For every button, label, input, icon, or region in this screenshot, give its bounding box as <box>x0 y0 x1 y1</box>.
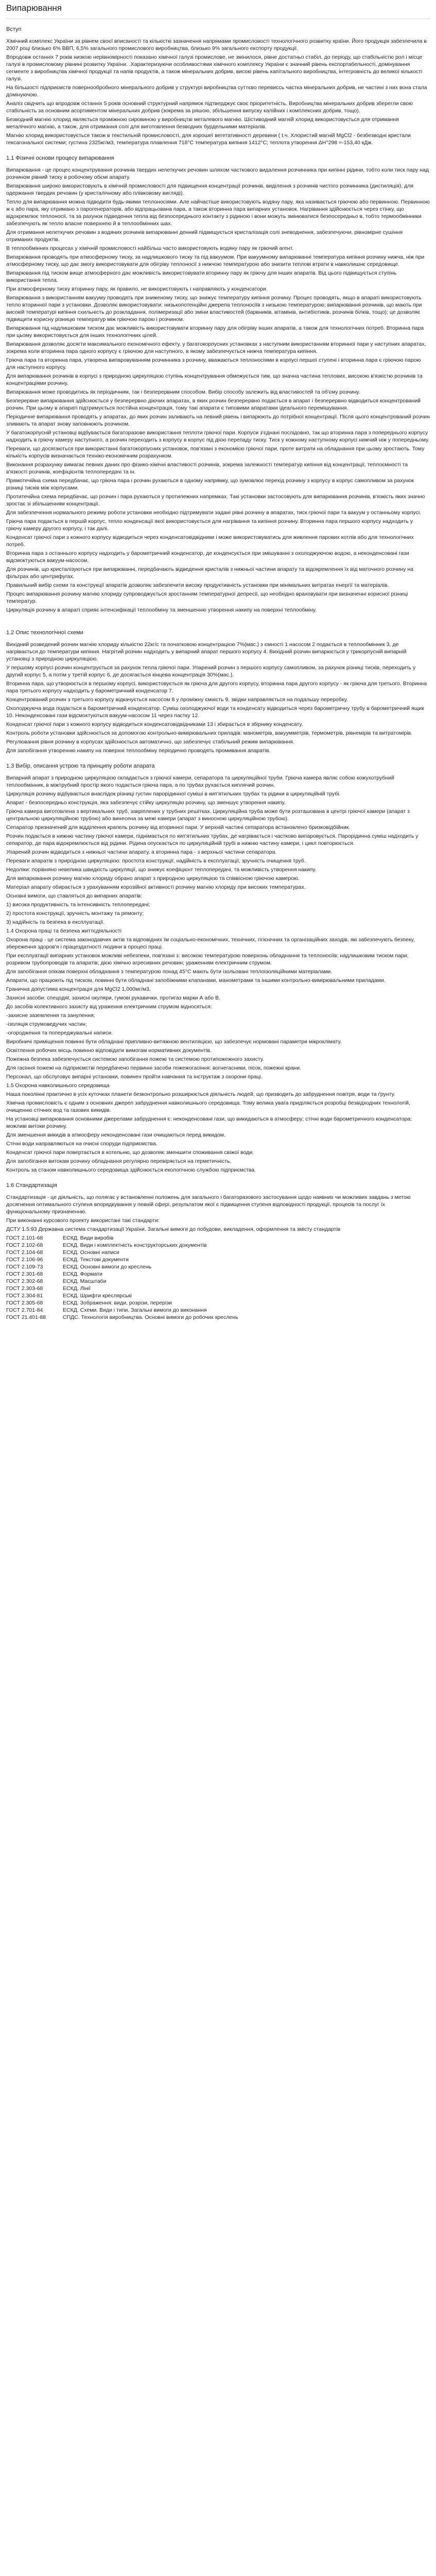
standard-name: ЕСКД. Види і комплектність конструкторських документів <box>63 1242 207 1248</box>
paragraph: Прямотечійна схема передбачає, що гріюча пара і розчин рухаються в одному напрямку, що зумовлює перехід розчину з корпусу в корпус самопливом за рахунок різниці тисків між корпусами. <box>6 478 414 491</box>
paragraph: Матеріал апарату обирається з урахуванням корозійної активності розчину магнію хлориду при високих температурах. <box>6 884 306 890</box>
section-3-body <box>6 774 430 935</box>
standard-code: ГОСТ 21.401-88 <box>6 1314 46 1320</box>
standard-row <box>6 1263 430 1270</box>
standard-name: СПДС. Технологія виробництва. Основні вимоги до робочих креслень <box>63 1314 238 1320</box>
paragraph: Хімічна промисловість є одним з основних джерел забруднення навколишнього середовища. Тому велика увага приділяється розробці безвідходних технологій, очищенню стічних вод та газових викидів. <box>6 1100 410 1113</box>
paragraph: На більшості підприємств повернообробного мінерального добрив у структурі виробництва суттєво перевиссь частка мінеральних добрив, не частині з них вона стала домінуючою. <box>6 84 427 98</box>
paragraph: До засобів колективного захисту від ураження електричним струмом відносяться: <box>6 1004 212 1010</box>
paragraph: Періодичне випарювання проводять у апаратах, до яких розчин заливають на певний рівень і випарюють до потрібної концентрації. Після цього концентрований розчин зливають та апарат знову заповнюють розчином. <box>6 414 430 427</box>
paragraph: Для зменшення викидів в атмосферу неконденсовані гази очищаються перед викидом. <box>6 1132 225 1138</box>
section-2-body <box>6 641 430 754</box>
standard-name: ЕСКД. Види виробів <box>63 1235 114 1241</box>
paragraph: Пожежна безпека забезпечується системою запобігання пожежі та системою протипожежного захисту. <box>6 1056 264 1062</box>
paragraph: Конденсат гріючої пари з кожного корпусу відводиться через конденсатовідвідники і може використовуватись для живлення парових котлів або для технологічних потреб. <box>6 534 414 548</box>
paragraph: Контроль роботи установки здійснюється за допомогою контрольно-вимірювальних приладів: манометрів, вакуумметрів, термометрів, рівнемірів та витратомірів. <box>6 730 413 736</box>
paragraph: Охорона праці - це система законодавчих актів та відповідних їм соціально-економічних, технічних, гігієнічних та організаційних заходів, які забезпечують безпеку, збереження здоров'я і працездатності людини в процесі праці. <box>6 937 415 950</box>
paragraph: Для випарювання розчинів в корпусі з природною циркуляцією ступінь концентрування обмежується тим, що значна частина теплових, високою в'язкістю розчинів та концентраціями розчину. <box>6 373 423 386</box>
standard-row <box>6 1249 430 1256</box>
standard-row <box>6 1234 430 1242</box>
standard-name: ЕСКД. Основні вимоги до креслень <box>63 1264 152 1270</box>
paragraph: 1) висока продуктивність та інтенсивність теплопередачі; <box>6 902 150 908</box>
standard-name: ЕСКД. Текстові документи <box>63 1257 129 1263</box>
paragraph: Безперервне випарювання здійснюється у безперервно діючих апаратах, в яких розчин безперервно подається в апарат і безперервно відводиться концентрований розчин. При цьому в апараті підтримується постійна концентрація, тому такі апарати є типовими апаратами ідеального перемішування. <box>6 398 421 411</box>
paragraph: Для гасіння пожежі на підприємстві передбачено первинні засоби пожежогасіння: вогнегасники, пісок, пожежні крани. <box>6 1065 302 1071</box>
paragraph: Процес випарювання розчину магнію хлориду супроводжується зростанням температурної депресії, що необхідно враховувати при визначенні корисної різниці температур. <box>6 591 408 604</box>
document-title: Випарювання <box>6 3 62 13</box>
paragraph: Апарати, що працюють під тиском, повинні бути обладнані запобіжними клапанами, манометрами та іншими контрольно-вимірювальними приладами. <box>6 977 386 984</box>
paragraph: Переваги апаратів з природною циркуляцією: простота конструкції, надійність в експлуатації, зручність очищення труб. <box>6 858 306 864</box>
standard-row <box>6 1242 430 1249</box>
standard-code: ГОСТ 2.104-68 <box>6 1249 43 1256</box>
paragraph: Переваги, що досягаються при використанні багатокорпусних установок, пов'язані з економією гріючої пари, проте витрати на обладнання при цьому зростають. Тому кількість корпусів визначається техніко-економічним розрахунком. <box>6 446 425 459</box>
paragraph: Для запобігання опікам поверхні обладнання з температурою понад 45°С мають бути ізольовані теплоізоляційними матеріалами. <box>6 969 333 975</box>
section-6-intro <box>6 1194 430 1224</box>
paragraph: Циркуляція розчину відбувається внаслідок різниці густин парорідинної суміші в кип'ятильних трубах та рідини в циркуляційній трубі. <box>6 791 341 797</box>
section-1-extra <box>6 397 430 614</box>
standard-code: ГОСТ 2.305-68 <box>6 1300 43 1306</box>
paragraph: Охолоджуюча вода подається в барометричний конденсатор. Суміш охолоджуючої води та конденсату відводиться через барометричну трубу в барометричний ящик 10. Неконденсовані гази відсмоктуються вакуум-насосом 11 через пастку 12. <box>6 705 424 719</box>
paragraph: Розчин подається в нижню частину гріючої камери, піднімається по кип'ятильних трубах, де нагрівається і частково випаровується. Парорідинна суміш надходить у сепаратор, де пара відокремлюється від рідини. Рідина опускається по циркуляційній трубі в нижню частину камери, і цикл повторюється. <box>6 833 418 846</box>
standard-code: ГОСТ 2.301-68 <box>6 1271 43 1277</box>
paragraph: У багатокорпусній установці відбувається багаторазове використання теплоти гріючої пари. Корпуси з'єднані послідовно, так що вторинна пара з попереднього корпусу надходить в гріючу камеру наступного, а розчин переходить з корпусу в корпус під дією перепаду тиску. Тиск у кожному наступному корпусі нижчий ніж у попередньому. <box>6 430 430 443</box>
paragraph: Наша поколінні практично в усіх куточках планети безконтрольно розширюється діяльність людей, що призводить до забруднення повітря, води та ґрунту. <box>6 1091 395 1097</box>
paragraph: Персонал, що обслуговує випарні установки, повинен пройти навчання та інструктаж з охорони праці. <box>6 1074 263 1080</box>
paragraph: В теплообмінних процесах у хімічній промисловості найбільш часто використовують водяну пару як гріючий агент. <box>6 245 294 251</box>
paragraph: Випарний апарат з природною циркуляцією складається з гріючої камери, сепаратора та циркуляційної труби. Гріюча камера являє собою кожухотрубний теплообмінник, в міжтрубний простір якого подається гріюча пара, а по трубах рухається киплячий розчин. <box>6 775 394 788</box>
section-4-body <box>6 936 430 1089</box>
standard-code: ГОСТ 2.101-68 <box>6 1235 43 1241</box>
paragraph: 1.5 Охорона навколишнього середовища <box>6 1082 110 1089</box>
standard-name: ЕСКД. Схеми. Види і типи. Загальні вимоги до виконання <box>63 1307 207 1313</box>
paragraph: Вторинна пара, що утворюється в першому корпусі, використовується як гріюча для другого корпусу, вторинна пара другого корпусу - як гріюча для третього. Вторинна пара третього корпусу надходить у барометричний конденсатор 7. <box>6 681 427 694</box>
paragraph: Тепло для випарювання можна підводити будь-якими теплоносіями. Але найчастіше використовують водяну пару, яка називається гріючою або первинною. Первинною ж є або пара, яку отримано з парогенераторів, або відпрацьована пара, а також вторинна пара випарних установок. Нагрівання здійснюється через стінку, що відокремлює теплоносії, та за рахунок підведення тепла від безпосереднього контакту з рідиною і вони можуть змінюватися безпосередньо в, тобто термообмінники забезпечують як тепло власне поверхнею й в теплообмінних шах. <box>6 199 430 227</box>
paragraph: Випарювання дозволяє досягти максимального економічного ефекту, у багатокорпусних установках з наступним використанням вторинної пари у наступних апаратах, зокрема коли вторинна пара одного корпусу є гріючою для наступного, в якому забезпечується нижча температура кипіння. <box>6 341 426 354</box>
paragraph: 2) простота конструкції, зручність монтажу та ремонту; <box>6 910 144 917</box>
paragraph: Випарювання - це процес концентрування розчинів твердих нелеткучих речовин шляхом часткового видалення розчинника при кипінні рідини, тобто коли тиск пару над розчином рівний тиску в робочому обємі апарату. <box>6 167 429 180</box>
paragraph: Випарювання під тиском вище атмосферного дає можливість використовувати вторинну пару як гріючу для інших апаратів. Від цього підвищується ступінь використання тепла. <box>6 270 397 283</box>
paragraph: Стандартизація - це діяльність, що полягає у встановленні положень для загального і багаторазового застосування щодо наявних чи можливих завдань з метою досягнення оптимального ступеня впорядкування у певній сфері, результатом якої є підвищення ступеня відповідності продукції, процесів та послуг їх функціональному призначенню. <box>6 1194 411 1215</box>
standard-code: ГОСТ 2.109-73 <box>6 1264 43 1270</box>
paragraph: Для випарювання розчину магнію хлориду обрано апарат з природною циркуляцією та співвісною гріючою камерою. <box>6 875 300 882</box>
paragraph: -захисне заземлення та занулення; <box>6 1012 95 1019</box>
section-3-heading: 1.3 Вибір, описання устрою та принципу роботи апарата <box>6 763 155 769</box>
paragraph: Гранична допустима концентрація для MgCl2 1,000мг/м3. <box>6 986 151 992</box>
paragraph: На установці випарювання основними джерелами забруднення є: неконденсовані гази, що викидаються в атмосферу; стічні води барометричного конденсатора; можливі витоки розчину. <box>6 1116 412 1129</box>
paragraph: При атмосферному тиску вторинну пару, як правило, не використовують і направляють у конденсатори. <box>6 286 268 292</box>
paragraph: При виконанні курсового проекту використані такі стандарти: <box>6 1217 160 1224</box>
paragraph: Виробничі приміщення повинні бути обладнані припливно-витяжною вентиляцією, що забезпечує нормовані параметри мікроклімату. <box>6 1039 342 1045</box>
standard-row <box>6 1270 430 1278</box>
standard-name: ЕСКД. Формати <box>63 1271 102 1277</box>
standard-code: ГОСТ 2.102-68 <box>6 1242 43 1248</box>
paragraph: Для отримання нелеткучих речовин з водяних розчинів випарюванні денний підвищується кристалізація солі зневоднення, забезпечуючи, рівномірне сушіння отриманих продуктів. <box>6 229 403 243</box>
standard-row <box>6 1314 430 1321</box>
paragraph: Для розчинів, що кристалізуються при випарюванні, передбачають відведення кристалів з нижньої частини апарату та відокремлення їх від маточного розчину на фільтрах або центрифугах. <box>6 566 413 580</box>
standard-code: ГОСТ 2.302-68 <box>6 1278 43 1284</box>
paragraph: -огородження та попереджувальні написи. <box>6 1030 113 1036</box>
paragraph: Протитечійна схема передбачає, що розчин і пара рухаються у протилежних напрямках. Такі установки застосовують для випарювання розчинів, в'язкість яких значно зростає зі збільшенням концентрації. <box>6 494 425 507</box>
paragraph: Недоліки: порівняно невелика швидкість циркуляції, що знижує коефіцієнт теплопередачі, та можливість утворення накипу. <box>6 867 317 873</box>
paragraph: Циркуляція розчину в апараті сприяє інтенсифікації теплообміну та зменшенню утворення накипу на поверхні теплообміну. <box>6 607 317 613</box>
standards-list <box>6 1234 430 1321</box>
paragraph: Випарювання широко використовують в хімічній промисловості для підвищення концентрації розчинів, виділення з розчинів чистого розчинника (дистиляція), для одержання твердих речовин (у кристалічному або плівковому вигляді). <box>6 183 414 196</box>
paragraph: Концентрований розчин з третього корпусу відкачується насосом 8 у проміжну ємність 9, звідки направляється на подальшу переробку. <box>6 697 348 703</box>
section-1-heading: 1.1 Фізичні основи процесу випарювання <box>6 155 114 161</box>
paragraph: Апарат - безпосередньо конструкція, яка забезпечує стійку циркуляцію розчину, що зменшує утворення накипу. <box>6 800 286 806</box>
paragraph: Випарювання може проводитись як періодичним, так і безперервним способом. Вибір способу залежить від властивостей та об'єму розчину. <box>6 389 360 395</box>
paragraph: Правильний вибір схеми та конструкції апаратів дозволяє забезпечити високу продуктивність установки при мінімальних витратах енергії та матеріалів. <box>6 582 389 588</box>
standard-code: ГОСТ 2.106-96 <box>6 1257 43 1263</box>
paragraph: Виконання розрахунку вимагає певних даних про фізико-хімічні властивості розчинів, зокрема залежності температур кипіння від концентрації, теплоємності та в'язкості розчинів, коефіцієнтів теплопередачі та ін. <box>6 462 408 475</box>
standard-name: ЕСКД. Основні написи <box>63 1249 119 1256</box>
paragraph: Гріюча камера виготовлена з вертикальних труб, закріплених у трубних решітках. Циркуляційна труба може бути розташована в центрі гріючої камери (апарат з центральною циркуляційною трубою) або винесена за межі камери (апарат з виносною циркуляційною трубою). <box>6 808 410 822</box>
paragraph: Сепаратор призначений для відділення крапель розчину від вторинної пари. У верхній частині сепаратора встановлено бризковідбійник. <box>6 824 351 831</box>
standard-code: ГОСТ 2.303-68 <box>6 1285 43 1292</box>
standard-row <box>6 1278 430 1285</box>
paragraph: У першому корпусі розчин концентрується за рахунок тепла гріючої пари. Упарений розчин з першого корпусу самопливом, за рахунок різниці тисків, переходить у другий корпус 5, а потім у третій корпус 6, де досягається кінцева концентрація 30%(мас.). <box>6 665 416 678</box>
standard-name: ЕСКД. Лінії <box>63 1285 91 1292</box>
paragraph: Контроль за станом навколишнього середовища здійснюється екологічною службою підприємства. <box>6 1167 256 1173</box>
paragraph: Для запобігання витокам розчину обладнання регулярно перевіряється на герметичність. <box>6 1158 232 1164</box>
paragraph: 3) надійність та безпека в експлуатації. <box>6 919 105 925</box>
standard-row <box>6 1299 430 1307</box>
paragraph: Впродовж останніх 7 років низкою нерівномірності показано хімічної галузі промислове, не змінилося, рівне достатньо стабіл, до періоду, що стабільністю рол і місце галузі в промисловому рівнині розвитку України. .Характеризуючи особливостями хімічного комплексу України є значний рівень експортабельності, домінування сегменте з виробництва хімічної продукції та напів продуктів, а також мінеральних добрив, високі рівень капітального виробництва, інтегровність до великої кількості галузі. <box>6 54 423 82</box>
intro-body <box>6 38 430 146</box>
paragraph: Аналіз свідчить що впродовж останніх 5 років основний структурний напрямок підтверджує своє пріоритетність. Виробництва мінеральних добрив зберегли свою стабільність за основним асортиментом мінеральних добрив (зокрема за ряшою, збільшення випуску калійних і комплексних добрив, тощо). <box>6 100 413 114</box>
paragraph: Захисні засоби: спецодяг, захисні окуляри, гумові рукавички, протигаз марки А або В. <box>6 995 220 1001</box>
paragraph: Стічні води направляються на очисні споруди підприємства. <box>6 1141 158 1147</box>
section-6-heading: 1.6 Стандартизація <box>6 1182 57 1189</box>
standard-code: ГОСТ 2.701-84 <box>6 1307 43 1313</box>
standard-name: ЕСКД. Масштаби <box>63 1278 107 1284</box>
paragraph: Регулювання рівня розчину в корпусах здійснюється автоматично, що забезпечує стабільний режим випарювання. <box>6 739 295 745</box>
standard-name: ЕСКД. Зображення: види, розрізи, перерізи <box>63 1300 172 1306</box>
standard-row <box>6 1307 430 1314</box>
paragraph: Вихідний розведений розчин магнію хлориду кількістю 22кг/с та початковою концентрацією 7%(мас.) з ємності 1 насосом 2 подається в теплообмінник 3, де нагрівається до температури кипіння. Нагрітий розчин надходить у випарний апарат першого корпусу 4. Вихідний розчин випарюється у трикорпусній випарній установці з природною циркуляцією. <box>6 641 407 662</box>
section-1-body <box>6 166 430 396</box>
paragraph: Конденсат гріючої пари з кожного корпусу відводиться конденсатовідвідниками 13 і збирається в збірнику конденсату. <box>6 721 303 727</box>
standard-row <box>6 1285 430 1292</box>
standards-heading: ДСТУ 1.5:93 Державна система стандартизації України. Загальні вимоги до побудови, викладення, оформлення та змісту стандартів <box>6 1226 341 1232</box>
standard-name: ЕСКД. Шрифти креслярські <box>63 1293 132 1299</box>
paragraph: Гріюча пара подається в першій корпус, тепло конденсації якої використовується для нагрівання та кипіння розчину. Вторинна пара першого корпусу надходить у гріючу камеру другого корпусу, і так далі. <box>6 518 413 532</box>
standard-row <box>6 1256 430 1263</box>
intro-heading: Вступ <box>6 26 22 32</box>
section-5-body <box>6 1091 430 1174</box>
paragraph: Упарений розчин відводиться з нижньої частини апарату, а вторинна пара - з верхньої частини сепаратора. <box>6 849 277 855</box>
paragraph: Конденсат гріючої пари повертається в котельню, що дозволяє зменшити споживання свіжої води. <box>6 1149 254 1156</box>
paragraph: Хімічний комплекс України за рівнем своєї вписаності та кількісткі зазначення напрямами промисловості технологічного розвитку країни. Його продукція забезпечила в 2007 році близько 6% ВВП, 6,5% загального промислового виробництва, близько 9% загального експорту продукції. <box>6 38 427 52</box>
paragraph: Магнію хлорид використовується також в текстильній промисловості, для хорошеї вегетативності деревини ( t.ч. Хлористий магній MgCl2 - безбезводні кристали гексагональної системи; густина 2325кг/м3, температура плавлення 718°С температура кипіння 1412°С; теплота утворення ΔН°298 =-153,40 кДж. <box>6 132 411 146</box>
paragraph: Для запобігання утворенню накипу на поверхні теплообміну періодично проводять промивання апаратів. <box>6 748 271 754</box>
paragraph: Для забезпечення нормального режиму роботи установки необхідно підтримувати задані рівні розчину в апаратах, тиск гріючої пари та вакуум у останньому корпусі. <box>6 510 422 516</box>
paragraph: Випарювання під надлишковим тиском дає можливість використовувати вторинну пару для обігріву інших апаратів, а також для технологічних потреб. Вторинна пара при цьому використовується для інших технологічних цілей. <box>6 325 424 338</box>
paragraph: Випарювання проводять при атмосферному тиску, за надлишкового тиску та під вакуумом. При вакуумному випарюванні температура кипіння розчину нижча, ніж при атмосферному тиску, що дає змогу використовувати для обігріву теплоносії з нижчою температурою або знизити теплові втрати в навколишнє середовище. <box>6 254 425 267</box>
paragraph: Основні вимоги, що ставляться до випарних апаратів: <box>6 893 143 899</box>
section-2-heading: 1.2 Опис технологічної схеми <box>6 630 83 636</box>
paragraph: -ізоляція струмоведучих частин; <box>6 1021 87 1027</box>
paragraph: Освітлення робочих місць повинно відповідати вимогам нормативних документів. <box>6 1047 212 1054</box>
standard-code: ГОСТ 2.304-81 <box>6 1293 43 1299</box>
paragraph: 1.4 Охорона праці та безпека життєдіяльності <box>6 928 121 934</box>
standard-row <box>6 1292 430 1299</box>
paragraph: Безводний магнію хлорид являється проміжною сировиною у виробництві металевого магнію. Шістиводний магній хлорид використовується для отримання металічного магнію, а також, для отримання солі для виготовлення безводних бурдельними матеріалів. <box>6 116 399 130</box>
paragraph: Вторинна пара з останнього корпусу надходить у барометричний конденсатор, де конденсується при змішуванні з охолоджуючою водою, а неконденсовані гази відсмоктуються вакуум-насосом. <box>6 550 409 564</box>
paragraph: Гріюча пара та вторинна пара, утворена випаровуванням розчинника з розчину, вважаються теплоносіями в корпусі першої ступені і вторинна пара є гріючою парою для наступного корпусу. <box>6 357 421 370</box>
paragraph: При експлуатації випарних установок можливі небезпеки, пов'язані з: високою температурою поверхонь обладнання та теплоносіїв; надлишковим тиском пари; розривом трубопроводів та апаратів; дією хімічно агресивних речовин; ураженням електричним струмом. <box>6 953 409 966</box>
paragraph: Випарювання з використанням вакууму проводять при зниженому тиску, що знижує температуру кипіння розчину. Процес проводять, якщо в апараті використовують тепло вторинної пари з установки. Дозволяє використовувати: низькопотенційні джерела теплоносіїв з низькою температурою; випарювання розчинів, що мають при високій температурі кипіння схильність до розкладання, полімеризації або зміни властивостей (барвників, вітамінів, антибіотиків, розчинів білків, тощо); це дозволяє підвищити корисну різницю температур між гріючою парою і розчином. <box>6 295 422 323</box>
